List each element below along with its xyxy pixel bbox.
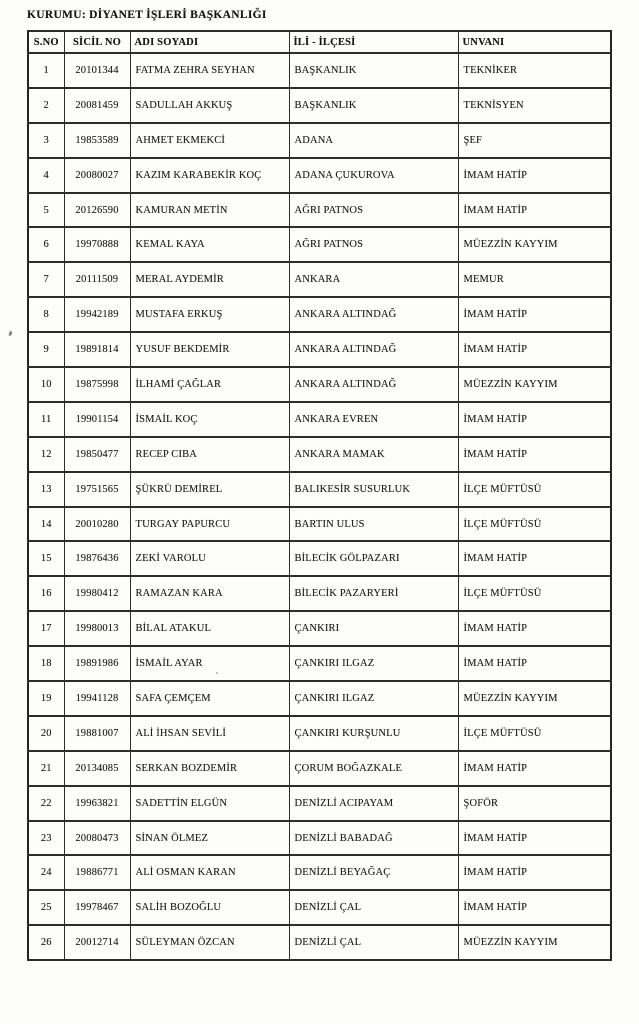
cell-s-no: 15 <box>28 541 64 576</box>
cell-s-no: 1 <box>28 53 64 88</box>
cell-ili-ilcesi: DENİZLİ ÇAL <box>289 890 458 925</box>
table-row <box>28 437 611 472</box>
cell-ili-ilcesi: ÇANKIRI KURŞUNLU <box>289 716 458 751</box>
cell-ili-ilcesi: ANKARA MAMAK <box>289 437 458 472</box>
cell-sicil-no: 20126590 <box>64 193 130 228</box>
cell-sicil-no: 19853589 <box>64 123 130 158</box>
cell-unvani: İMAM HATİP <box>458 193 611 228</box>
cell-adi-soyadi: ŞÜKRÜ DEMİREL <box>130 472 289 507</box>
table-row <box>28 123 611 158</box>
cell-sicil-no: 19978467 <box>64 890 130 925</box>
cell-unvani: ŞOFÖR <box>458 786 611 821</box>
cell-sicil-no: 19980013 <box>64 611 130 646</box>
cell-adi-soyadi: MUSTAFA ERKUŞ <box>130 297 289 332</box>
cell-unvani: İMAM HATİP <box>458 855 611 890</box>
table-header <box>28 31 611 53</box>
cell-unvani: TEKNİSYEN <box>458 88 611 123</box>
cell-unvani: İMAM HATİP <box>458 751 611 786</box>
cell-unvani: İMAM HATİP <box>458 646 611 681</box>
cell-unvani: MÜEZZİN KAYYIM <box>458 227 611 262</box>
cell-ili-ilcesi: BARTIN ULUS <box>289 507 458 542</box>
table-row <box>28 332 611 367</box>
cell-s-no: 13 <box>28 472 64 507</box>
cell-adi-soyadi: FATMA ZEHRA SEYHAN <box>130 53 289 88</box>
cell-adi-soyadi: SADULLAH AKKUŞ <box>130 88 289 123</box>
cell-adi-soyadi: SİNAN ÖLMEZ <box>130 821 289 856</box>
cell-s-no: 11 <box>28 402 64 437</box>
cell-sicil-no: 19891986 <box>64 646 130 681</box>
cell-s-no: 26 <box>28 925 64 960</box>
cell-adi-soyadi: ZEKİ VAROLU <box>130 541 289 576</box>
table-row <box>28 88 611 123</box>
cell-sicil-no: 20080473 <box>64 821 130 856</box>
cell-adi-soyadi: KEMAL KAYA <box>130 227 289 262</box>
cell-sicil-no: 19876436 <box>64 541 130 576</box>
cell-s-no: 5 <box>28 193 64 228</box>
cell-unvani: İMAM HATİP <box>458 890 611 925</box>
cell-s-no: 14 <box>28 507 64 542</box>
cell-adi-soyadi: SÜLEYMAN ÖZCAN <box>130 925 289 960</box>
cell-sicil-no: 19942189 <box>64 297 130 332</box>
cell-s-no: 7 <box>28 262 64 297</box>
cell-ili-ilcesi: BAŞKANLIK <box>289 53 458 88</box>
cell-unvani: İMAM HATİP <box>458 821 611 856</box>
cell-adi-soyadi: AHMET EKMEKCİ <box>130 123 289 158</box>
table-row <box>28 297 611 332</box>
cell-s-no: 10 <box>28 367 64 402</box>
cell-ili-ilcesi: ANKARA <box>289 262 458 297</box>
cell-unvani: MEMUR <box>458 262 611 297</box>
cell-ili-ilcesi: ANKARA ALTINDAĞ <box>289 367 458 402</box>
cell-ili-ilcesi: DENİZLİ BABADAĞ <box>289 821 458 856</box>
cell-unvani: ŞEF <box>458 123 611 158</box>
cell-s-no: 2 <box>28 88 64 123</box>
column-header-sicil: SİCİL NO <box>64 31 130 53</box>
cell-sicil-no: 20010280 <box>64 507 130 542</box>
cell-unvani: İMAM HATİP <box>458 158 611 193</box>
cell-unvani: İMAM HATİP <box>458 437 611 472</box>
cell-sicil-no: 19901154 <box>64 402 130 437</box>
cell-ili-ilcesi: ÇANKIRI <box>289 611 458 646</box>
cell-s-no: 8 <box>28 297 64 332</box>
cell-ili-ilcesi: BİLECİK GÖLPAZARI <box>289 541 458 576</box>
cell-sicil-no: 20101344 <box>64 53 130 88</box>
personnel-table <box>27 30 612 961</box>
cell-ili-ilcesi: ANKARA ALTINDAĞ <box>289 297 458 332</box>
cell-adi-soyadi: ALİ OSMAN KARAN <box>130 855 289 890</box>
column-header-sno: S.NO <box>28 31 64 53</box>
table-row <box>28 681 611 716</box>
cell-s-no: 17 <box>28 611 64 646</box>
cell-sicil-no: 19850477 <box>64 437 130 472</box>
cell-ili-ilcesi: BAŞKANLIK <box>289 88 458 123</box>
table-row <box>28 507 611 542</box>
table-row <box>28 925 611 960</box>
table-row <box>28 716 611 751</box>
cell-adi-soyadi: İSMAİL AYAR <box>130 646 289 681</box>
table-row <box>28 227 611 262</box>
cell-s-no: 4 <box>28 158 64 193</box>
table-row <box>28 821 611 856</box>
cell-sicil-no: 20134085 <box>64 751 130 786</box>
cell-adi-soyadi: ALİ İHSAN SEVİLİ <box>130 716 289 751</box>
cell-adi-soyadi: TURGAY PAPURCU <box>130 507 289 542</box>
cell-s-no: 3 <box>28 123 64 158</box>
cell-s-no: 23 <box>28 821 64 856</box>
cell-unvani: İMAM HATİP <box>458 611 611 646</box>
cell-unvani: MÜEZZİN KAYYIM <box>458 681 611 716</box>
document-title: KURUMU: DİYANET İŞLERİ BAŞKANLIĞI <box>27 9 267 21</box>
cell-ili-ilcesi: BİLECİK PAZARYERİ <box>289 576 458 611</box>
cell-sicil-no: 19941128 <box>64 681 130 716</box>
table-row <box>28 611 611 646</box>
cell-unvani: İMAM HATİP <box>458 402 611 437</box>
cell-ili-ilcesi: AĞRI PATNOS <box>289 193 458 228</box>
header-row <box>28 31 611 53</box>
column-header-unvani: UNVANI <box>458 31 611 53</box>
cell-sicil-no: 19963821 <box>64 786 130 821</box>
cell-adi-soyadi: KAMURAN METİN <box>130 193 289 228</box>
table-row <box>28 541 611 576</box>
cell-ili-ilcesi: ADANA <box>289 123 458 158</box>
cell-unvani: İLÇE MÜFTÜSÜ <box>458 507 611 542</box>
cell-adi-soyadi: RECEP CIBA <box>130 437 289 472</box>
cell-ili-ilcesi: BALIKESİR SUSURLUK <box>289 472 458 507</box>
cell-sicil-no: 19886771 <box>64 855 130 890</box>
table-row <box>28 262 611 297</box>
cell-s-no: 16 <box>28 576 64 611</box>
cell-adi-soyadi: BİLAL ATAKUL <box>130 611 289 646</box>
table-row <box>28 472 611 507</box>
cell-ili-ilcesi: ÇORUM BOĞAZKALE <box>289 751 458 786</box>
table-row <box>28 576 611 611</box>
cell-adi-soyadi: İLHAMİ ÇAĞLAR <box>130 367 289 402</box>
cell-adi-soyadi: RAMAZAN KARA <box>130 576 289 611</box>
cell-s-no: 22 <box>28 786 64 821</box>
cell-s-no: 12 <box>28 437 64 472</box>
cell-sicil-no: 19875998 <box>64 367 130 402</box>
cell-ili-ilcesi: AĞRI PATNOS <box>289 227 458 262</box>
cell-sicil-no: 19970888 <box>64 227 130 262</box>
cell-ili-ilcesi: ANKARA EVREN <box>289 402 458 437</box>
cell-ili-ilcesi: ANKARA ALTINDAĞ <box>289 332 458 367</box>
cell-s-no: 9 <box>28 332 64 367</box>
cell-unvani: MÜEZZİN KAYYIM <box>458 925 611 960</box>
cell-s-no: 24 <box>28 855 64 890</box>
cell-unvani: İLÇE MÜFTÜSÜ <box>458 472 611 507</box>
table-row <box>28 890 611 925</box>
cell-s-no: 21 <box>28 751 64 786</box>
cell-adi-soyadi: SERKAN BOZDEMİR <box>130 751 289 786</box>
scan-speck-artifact <box>216 672 218 674</box>
cell-ili-ilcesi: ÇANKIRI ILGAZ <box>289 681 458 716</box>
table-row <box>28 193 611 228</box>
cell-adi-soyadi: İSMAİL KOÇ <box>130 402 289 437</box>
cell-unvani: İMAM HATİP <box>458 541 611 576</box>
cell-adi-soyadi: KAZIM KARABEKİR KOÇ <box>130 158 289 193</box>
table-body <box>28 53 611 960</box>
cell-unvani: İMAM HATİP <box>458 297 611 332</box>
table-row <box>28 402 611 437</box>
cell-unvani: İLÇE MÜFTÜSÜ <box>458 716 611 751</box>
cell-adi-soyadi: MERAL AYDEMİR <box>130 262 289 297</box>
cell-unvani: İLÇE MÜFTÜSÜ <box>458 576 611 611</box>
cell-s-no: 25 <box>28 890 64 925</box>
cell-sicil-no: 20081459 <box>64 88 130 123</box>
cell-sicil-no: 20012714 <box>64 925 130 960</box>
column-header-adi-soyadi: ADI SOYADI <box>130 31 289 53</box>
cell-ili-ilcesi: DENİZLİ ÇAL <box>289 925 458 960</box>
cell-sicil-no: 20111509 <box>64 262 130 297</box>
table-row <box>28 646 611 681</box>
cell-ili-ilcesi: ÇANKIRI ILGAZ <box>289 646 458 681</box>
table-row <box>28 367 611 402</box>
cell-unvani: TEKNİKER <box>458 53 611 88</box>
cell-ili-ilcesi: DENİZLİ ACIPAYAM <box>289 786 458 821</box>
table-row <box>28 751 611 786</box>
cell-sicil-no: 20080027 <box>64 158 130 193</box>
table-row <box>28 53 611 88</box>
table-row <box>28 786 611 821</box>
cell-adi-soyadi: YUSUF BEKDEMİR <box>130 332 289 367</box>
cell-ili-ilcesi: ADANA ÇUKUROVA <box>289 158 458 193</box>
table-row <box>28 855 611 890</box>
cell-unvani: MÜEZZİN KAYYIM <box>458 367 611 402</box>
cell-s-no: 18 <box>28 646 64 681</box>
cell-s-no: 19 <box>28 681 64 716</box>
cell-sicil-no: 19891814 <box>64 332 130 367</box>
column-header-ili-ilcesi: İLİ - İLÇESİ <box>289 31 458 53</box>
cell-sicil-no: 19881007 <box>64 716 130 751</box>
cell-adi-soyadi: SAFA ÇEMÇEM <box>130 681 289 716</box>
cell-unvani: İMAM HATİP <box>458 332 611 367</box>
table-row <box>28 158 611 193</box>
cell-sicil-no: 19980412 <box>64 576 130 611</box>
cell-ili-ilcesi: DENİZLİ BEYAĞAÇ <box>289 855 458 890</box>
cell-s-no: 6 <box>28 227 64 262</box>
cell-adi-soyadi: SADETTİN ELGÜN <box>130 786 289 821</box>
cell-s-no: 20 <box>28 716 64 751</box>
cell-adi-soyadi: SALİH BOZOĞLU <box>130 890 289 925</box>
cell-sicil-no: 19751565 <box>64 472 130 507</box>
scan-speck-artifact <box>8 331 13 337</box>
